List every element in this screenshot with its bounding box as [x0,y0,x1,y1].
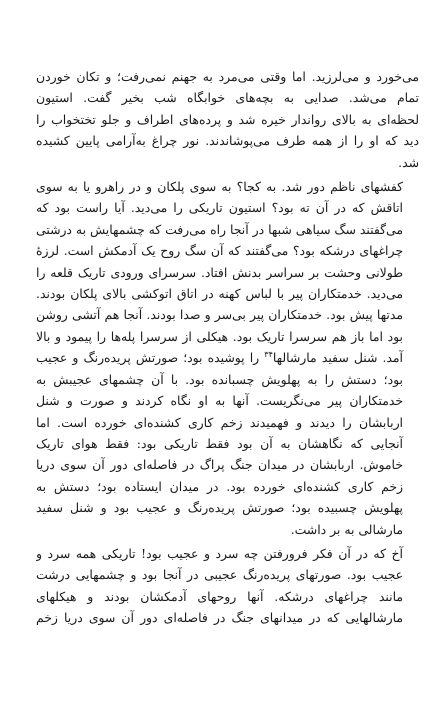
text-line: کفشهای ناظم دور شد. به کجا؟ به سوی پلکان و در راهرو یا به سوی [36,179,403,195]
text-line: آنجایی که نگاهشان به آن بود فقط تاریکی بود: فقط هوای تاریک [36,435,403,451]
text-line: می‌خورد و می‌لرزید. اما وقتی می‌مرد به جهنم نمی‌رفت؛ و تکان خوردن [36,69,419,84]
paragraph-3 [36,543,419,629]
book-page [36,66,419,629]
text-line: چراغهای درشکه بود؟ می‌گفتند که آن سگ روح یک آدمکش است. لرزهٔ [36,243,403,259]
text-line: دید که او را از همه طرف می‌پوشاندند. نور چراغ به‌آرامی پایین کشیده [36,133,419,149]
text-line: زخم کاری کشنده‌ای خورده بود. در میدان ایستاده بود؛ دستش به [36,478,403,494]
text-line: تمام می‌شد. صدایی به بچه‌های خوابگاه شب بخیر گفت. استیون [36,90,419,106]
text-line: طولانی وحشت بر سراسر بدنش افتاد. سرسرای ورودی تاریک قلعه را [36,264,403,280]
text-line: اربابشان را دیدند و فهمیدند زخم کاری کشنده‌ای خورده است. اما [36,414,403,430]
text-line: خدمتکاران پیر می‌نگریست. آنها به او نگاه کردند و صورت و شنل [36,393,403,409]
text-line: آخ که در آن فکر فرورفتن چه سرد و عجیب بود! تاریکی همه سرد و [36,545,403,561]
text-line: شد. [398,154,419,170]
text-line: مانند چراغهای درشکه. آنها روحهای آدمکشان بودند و هیکلهای [36,588,403,604]
text-line: مارشالی به بر داشت. [290,521,403,537]
text-line: لحظه‌ای به بالای رواندار خیره شد و پرده‌های اطراف و جلو تختخواب را [36,111,419,127]
text-line: مارشالهایی که در میدانهای جنگ در فاصله‌ای دور آن سوی دریا زخم [36,610,403,626]
text-line: مدتها پیش بود. خدمتکاران پیر بی‌سر و صدا بودند. آنجا هم آتشی روشن [36,307,403,323]
text-fragment: آمد. شنل سفید مارشالها [272,350,403,366]
text-line: خاموش. اربابشان در میدان جنگ پراگ در فاصله‌ای دور آن سوی دریا [36,457,403,473]
text-line: اتاقش که در آن ته بود؟ استیون تاریکی را می‌دید. آیا راست بود که [36,200,403,216]
text-line: بود؛ دستش را به پهلویش چسبانده بود. با آن چشمهای عجیبش به [36,371,403,387]
text-line: بود اما باز هم سرسرا تاریک بود. هیکلی از سرسرا پله‌ها را پیمود و بالا [36,328,403,344]
footnote-marker[interactable]: ۳۴ [264,350,273,360]
text-line-with-footnote [36,347,419,368]
text-line: عجیب بود. صورتهای پریده‌رنگ عجیبی در آنجا بود و چشمهایی درشت [36,567,403,583]
text-line: پهلویش چسبیده بود؛ صورتش پریده‌رنگ و عجیب بود و شنل سفید [36,500,403,516]
text-fragment: را پوشیده بود؛ صورتش پریده‌رنگ و عجیب [36,350,265,366]
paragraph-2 [36,176,419,540]
text-line: می‌گفتند سگ سیاهی شبها در آنجا راه می‌رفت که چشمهایش به درشتی [36,221,403,237]
text-line: می‌دید. خدمتکاران پیر با لباس کهنه در اتاق اتوکشی بالای پلکان بودند. [36,286,403,302]
paragraph-1 [36,66,419,173]
